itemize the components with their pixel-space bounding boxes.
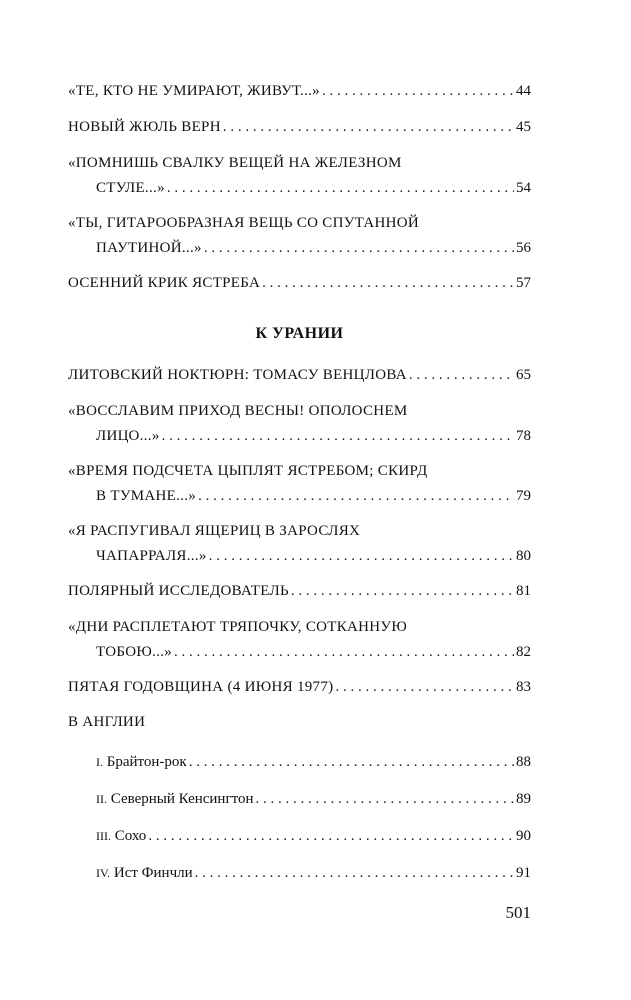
subentry-title: Сохо	[114, 828, 147, 844]
entry-title-continued: СТУЛЕ...»	[96, 180, 165, 196]
toc-entry	[68, 274, 531, 293]
entry-title: «ВРЕМЯ ПОДСЧЕТА ЦЫПЛЯТ ЯСТРЕБОМ; СКИРД	[68, 463, 428, 479]
toc-entry	[68, 366, 531, 385]
entry-page-number: 65	[516, 367, 531, 383]
toc-subentry	[68, 790, 531, 809]
toc-entry	[68, 582, 531, 601]
leader-dots	[148, 827, 514, 846]
entry-page-number: 79	[516, 488, 531, 504]
entry-title: НОВЫЙ ЖЮЛЬ ВЕРН	[68, 119, 221, 135]
entry-page-number: 82	[516, 644, 531, 660]
entry-page-number: 80	[516, 548, 531, 564]
entry-page-number: 91	[516, 865, 531, 881]
entry-page-number: 78	[516, 428, 531, 444]
entry-title: «ТЫ, ГИТАРООБРАЗНАЯ ВЕЩЬ СО СПУТАННОЙ	[68, 215, 420, 231]
roman-numeral: II.	[96, 792, 107, 806]
toc-subentry	[68, 864, 531, 883]
leader-dots	[256, 790, 515, 809]
leader-dots	[209, 547, 514, 566]
entry-page-number: 89	[516, 791, 531, 807]
leader-dots	[189, 753, 514, 772]
entry-title: ЛИТОВСКИЙ НОКТЮРН: ТОМАСУ ВЕНЦЛОВА	[68, 367, 407, 383]
entry-title-continued: ЧАПАРРАЛЯ...»	[96, 548, 207, 564]
subentry-title: Северный Кенсингтон	[110, 791, 254, 807]
roman-numeral: I.	[96, 755, 103, 769]
entry-page-number: 57	[516, 275, 531, 291]
toc-entry	[68, 154, 531, 198]
toc-page	[68, 0, 531, 1000]
entry-title: ПЯТАЯ ГОДОВЩИНА (4 ИЮНЯ 1977)	[68, 679, 334, 695]
leader-dots	[162, 427, 514, 446]
entry-title: «ДНИ РАСПЛЕТАЮТ ТРЯПОЧКУ, СОТКАННУЮ	[68, 619, 408, 635]
entry-page-number: 81	[516, 583, 531, 599]
entry-title: «ТЕ, КТО НЕ УМИРАЮТ, ЖИВУТ...»	[68, 83, 320, 99]
leader-dots	[223, 118, 514, 137]
leader-dots	[167, 179, 514, 198]
toc-entry	[68, 402, 531, 446]
entry-title: ПОЛЯРНЫЙ ИССЛЕДОВАТЕЛЬ	[68, 583, 289, 599]
toc-entry	[68, 678, 531, 697]
entry-page-number: 54	[516, 180, 531, 196]
entry-title-continued: ПАУТИНОЙ...»	[96, 240, 202, 256]
toc-subentry	[68, 753, 531, 772]
leader-dots	[174, 643, 514, 662]
entry-title: «Я РАСПУГИВАЛ ЯЩЕРИЦ В ЗАРОСЛЯХ	[68, 523, 361, 539]
leader-dots	[198, 487, 514, 506]
section-title: К УРАНИИ	[255, 325, 344, 342]
leader-dots	[195, 864, 514, 883]
page-number: 501	[505, 903, 531, 922]
entry-title: «ПОМНИШЬ СВАЛКУ ВЕЩЕЙ НА ЖЕЛЕЗНОМ	[68, 155, 402, 171]
roman-numeral: III.	[96, 829, 111, 843]
entry-title-continued: ТОБОЮ...»	[96, 644, 173, 660]
subentry-title: Ист Финчли	[113, 865, 193, 881]
toc-entry	[68, 214, 531, 258]
leader-dots	[291, 582, 514, 601]
leader-dots	[409, 366, 514, 385]
toc-entry	[68, 82, 531, 101]
leader-dots	[322, 82, 514, 101]
subsection-heading: В АНГЛИИ	[68, 714, 146, 730]
toc-entry	[68, 118, 531, 137]
toc-entry	[68, 522, 531, 566]
leader-dots	[262, 274, 514, 293]
entry-title-continued: В ТУМАНЕ...»	[96, 488, 197, 504]
entry-page-number: 44	[516, 83, 531, 99]
entry-page-number: 90	[516, 828, 531, 844]
toc-entry	[68, 462, 531, 506]
toc-subentry	[68, 827, 531, 846]
entry-title-continued: ЛИЦО...»	[96, 428, 160, 444]
toc-entry	[68, 618, 531, 662]
entry-title: «ВОССЛАВИМ ПРИХОД ВЕСНЫ! ОПОЛОСНЕМ	[68, 403, 408, 419]
entry-title: ОСЕННИЙ КРИК ЯСТРЕБА	[68, 275, 261, 291]
subentry-title: Брайтон-рок	[106, 754, 187, 770]
entry-page-number: 88	[516, 754, 531, 770]
entry-page-number: 83	[516, 679, 531, 695]
entry-page-number: 45	[516, 119, 531, 135]
leader-dots	[335, 678, 514, 697]
leader-dots	[204, 239, 514, 258]
entry-page-number: 56	[516, 240, 531, 256]
roman-numeral: IV.	[96, 866, 111, 880]
